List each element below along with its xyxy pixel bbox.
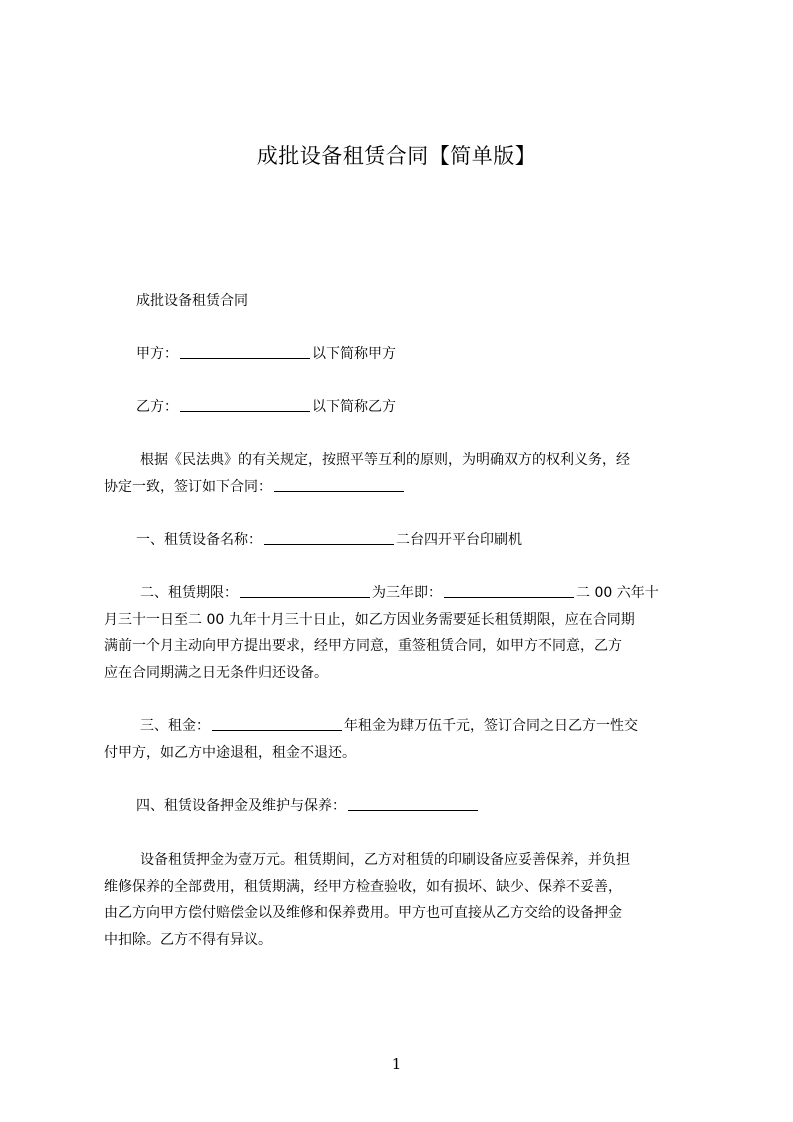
clause-3-blank (212, 716, 342, 731)
party-b-paragraph (104, 394, 704, 421)
party-b-blank (180, 397, 310, 412)
basis-paragraph (104, 447, 704, 500)
clause-1-paragraph (104, 527, 704, 554)
deposit-paragraph (104, 847, 704, 953)
document-title: 成批设备租赁合同【简单版】 (256, 144, 537, 168)
clause-2-line-1-end: 二 00 六年十 (576, 585, 659, 601)
clause-3-line-2: 付甲方，如乙方中途退租，租金不退还。 (104, 744, 356, 761)
clause-2-blank-2 (444, 583, 574, 598)
clause-2-mid: 为三年即： (372, 585, 442, 601)
clause-2-line-4: 应在合同期满之日无条件归还设备。 (104, 664, 328, 681)
party-a-paragraph (104, 341, 704, 368)
party-a-blank (180, 344, 310, 359)
clause-4-label: 四、租赁设备押金及维护与保养： (136, 798, 346, 814)
party-a-label: 甲方： (136, 346, 178, 362)
party-a-suffix: 以下简称甲方 (312, 346, 396, 362)
deposit-line-2: 维修保养的全部费用，租赁期满，经甲方检查验收，如有损坏、缺少、保养不妥善， (104, 878, 622, 895)
basis-blank (274, 477, 404, 492)
clause-3-line-1-end: 年租金为肆万伍千元，签订合同之日乙方一性交 (344, 718, 638, 734)
clause-4-blank (348, 796, 478, 811)
deposit-line-4: 中扣除。乙方不得有异议。 (104, 931, 272, 948)
clause-1-value: 二台四开平台印刷机 (396, 532, 522, 548)
clause-2-line-3: 满前一个月主动向甲方提出要求，经甲方同意，重签租赁合同，如甲方不同意，乙方 (104, 638, 622, 654)
basis-line-2: 协定一致，签订如下合同： (104, 478, 272, 495)
clause-1-blank (264, 530, 394, 545)
clause-3-label: 三、租金： (140, 718, 210, 734)
clause-1-label: 一、租赁设备名称： (136, 532, 262, 548)
clause-2-paragraph (104, 580, 704, 686)
subtitle-text: 成批设备租赁合同 (136, 293, 248, 309)
clause-2-label: 二、租赁期限： (140, 585, 238, 601)
party-b-label: 乙方： (136, 399, 178, 415)
page-number: 1 (391, 1055, 402, 1073)
clause-3-paragraph (104, 713, 704, 766)
clause-4-paragraph (104, 793, 704, 820)
deposit-line-1: 设备租赁押金为壹万元。租赁期间，乙方对租赁的印刷设备应妥善保养，并负担 (140, 852, 630, 868)
clause-2-line-2: 月三十一日至二 00 九年十月三十日止，如乙方因业务需要延长租赁期限，应在合同期 (104, 611, 635, 628)
clause-2-blank-1 (240, 583, 370, 598)
basis-line-1: 根据《民法典》的有关规定，按照平等互利的原则，为明确双方的权利义务，经 (140, 452, 630, 468)
party-b-suffix: 以下简称乙方 (312, 399, 396, 415)
subtitle-paragraph (104, 288, 704, 315)
deposit-line-3: 由乙方向甲方偿付赔偿金以及维修和保养费用。甲方也可直接从乙方交给的设备押金 (104, 905, 622, 921)
